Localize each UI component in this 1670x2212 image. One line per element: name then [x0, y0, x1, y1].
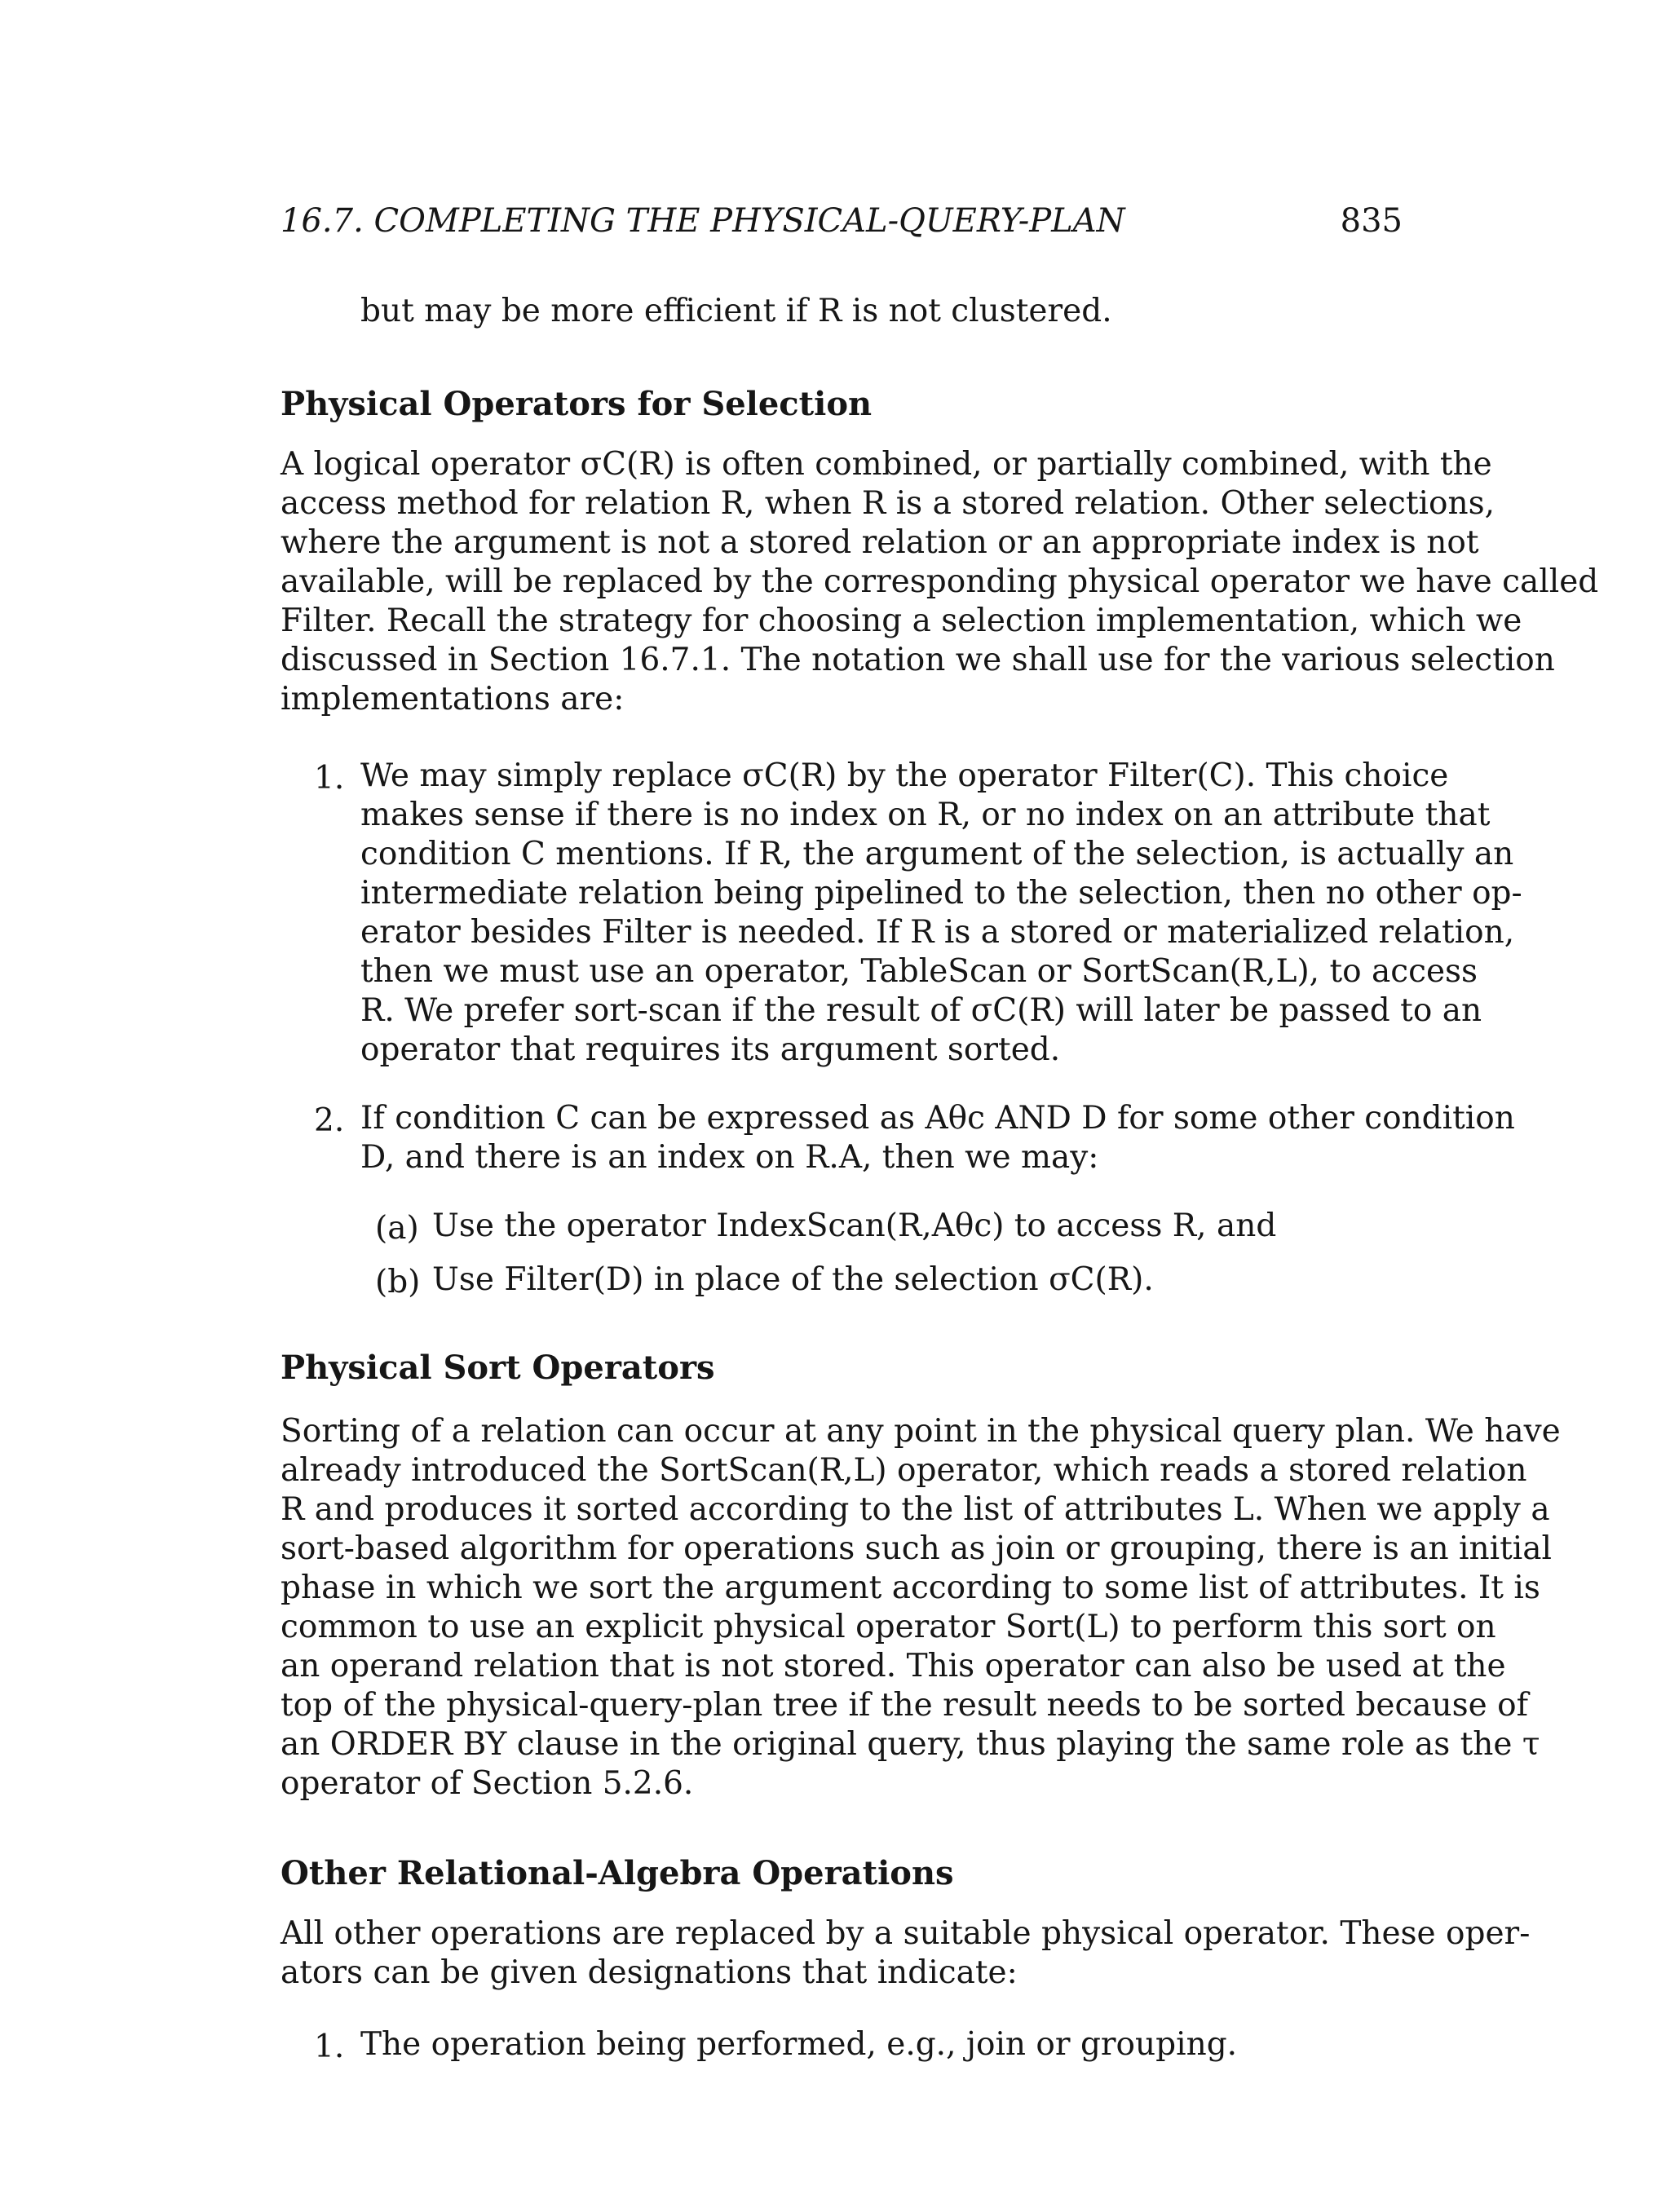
sublist-item-label: (a)	[375, 1210, 419, 1247]
paragraph-line: A logical operator σC(R) is often combined, or partially combined, with the	[281, 446, 1492, 483]
sublist-item-text: Use the operator IndexScan(R,Aθc) to access R, and	[432, 1208, 1277, 1244]
paragraph-line: an operand relation that is not stored. This operator can also be used at the	[281, 1648, 1506, 1684]
list-item-line: makes sense if there is no index on R, or no index on an attribute that	[360, 797, 1491, 833]
running-header-title: 16.7. COMPLETING THE PHYSICAL-QUERY-PLAN	[281, 202, 1125, 240]
list-item-line: The operation being performed, e.g., join or grouping.	[360, 2026, 1238, 2063]
paragraph-line: operator of Section 5.2.6.	[281, 1765, 694, 1802]
paragraph-line: implementations are:	[281, 681, 625, 717]
paragraph-line: common to use an explicit physical operator Sort(L) to perform this sort on	[281, 1609, 1496, 1645]
paragraph-line: sort-based algorithm for operations such as join or grouping, there is an initial	[281, 1530, 1552, 1567]
paragraph-line: All other operations are replaced by a suitable physical operator. These oper-	[281, 1915, 1531, 1952]
sublist-item-label: (b)	[375, 1264, 421, 1300]
paragraph-line: already introduced the SortScan(R,L) operator, which reads a stored relation	[281, 1452, 1527, 1489]
list-item-label: 1.	[314, 2029, 345, 2065]
paragraph-line: Filter. Recall the strategy for choosing a selection implementation, which we	[281, 603, 1522, 639]
page-number: 835	[1340, 202, 1403, 240]
list-item-line: intermediate relation being pipelined to the selection, then no other op-	[360, 875, 1522, 912]
paragraph-line: available, will be replaced by the corresponding physical operator we have called	[281, 563, 1599, 600]
running-header	[281, 202, 1403, 248]
paragraph-line: ators can be given designations that indicate:	[281, 1954, 1018, 1991]
paragraph-line: discussed in Section 16.7.1. The notation we shall use for the various selection	[281, 642, 1555, 678]
paragraph-line: Sorting of a relation can occur at any point in the physical query plan. We have	[281, 1413, 1561, 1450]
paragraph-line: an ORDER BY clause in the original query, thus playing the same role as the τ	[281, 1726, 1540, 1763]
intro-line: but may be more efficient if R is not clustered.	[360, 293, 1112, 329]
list-item-line: condition C mentions. If R, the argument of the selection, is actually an	[360, 836, 1514, 872]
list-item-line: If condition C can be expressed as Aθc AND D for some other condition	[360, 1100, 1515, 1137]
section-heading-sort: Physical Sort Operators	[281, 1349, 715, 1387]
list-item-line: D, and there is an index on R.A, then we may:	[360, 1139, 1099, 1176]
list-item-line: R. We prefer sort-scan if the result of σC(R) will later be passed to an	[360, 992, 1482, 1029]
list-item-line: erator besides Filter is needed. If R is a stored or materialized relation,	[360, 914, 1515, 951]
list-item-line: then we must use an operator, TableScan or SortScan(R,L), to access	[360, 953, 1478, 990]
sublist-item-text: Use Filter(D) in place of the selection σC(R).	[432, 1261, 1154, 1298]
list-item-line: operator that requires its argument sorted.	[360, 1031, 1061, 1068]
section-heading-other-operations: Other Relational-Algebra Operations	[281, 1854, 954, 1892]
list-item-label: 2.	[314, 1102, 345, 1139]
list-item-label: 1.	[314, 760, 345, 797]
paragraph-line: phase in which we sort the argument according to some list of attributes. It is	[281, 1570, 1540, 1606]
paragraph-line: R and produces it sorted according to the list of attributes L. When we apply a	[281, 1491, 1550, 1528]
list-item-line: We may simply replace σC(R) by the operator Filter(C). This choice	[360, 757, 1449, 794]
paragraph-line: access method for relation R, when R is a stored relation. Other selections,	[281, 485, 1495, 522]
paragraph-line: top of the physical-query-plan tree if the result needs to be sorted because of	[281, 1687, 1529, 1724]
section-heading-selection: Physical Operators for Selection	[281, 385, 873, 423]
paragraph-line: where the argument is not a stored relation or an appropriate index is not	[281, 524, 1479, 561]
